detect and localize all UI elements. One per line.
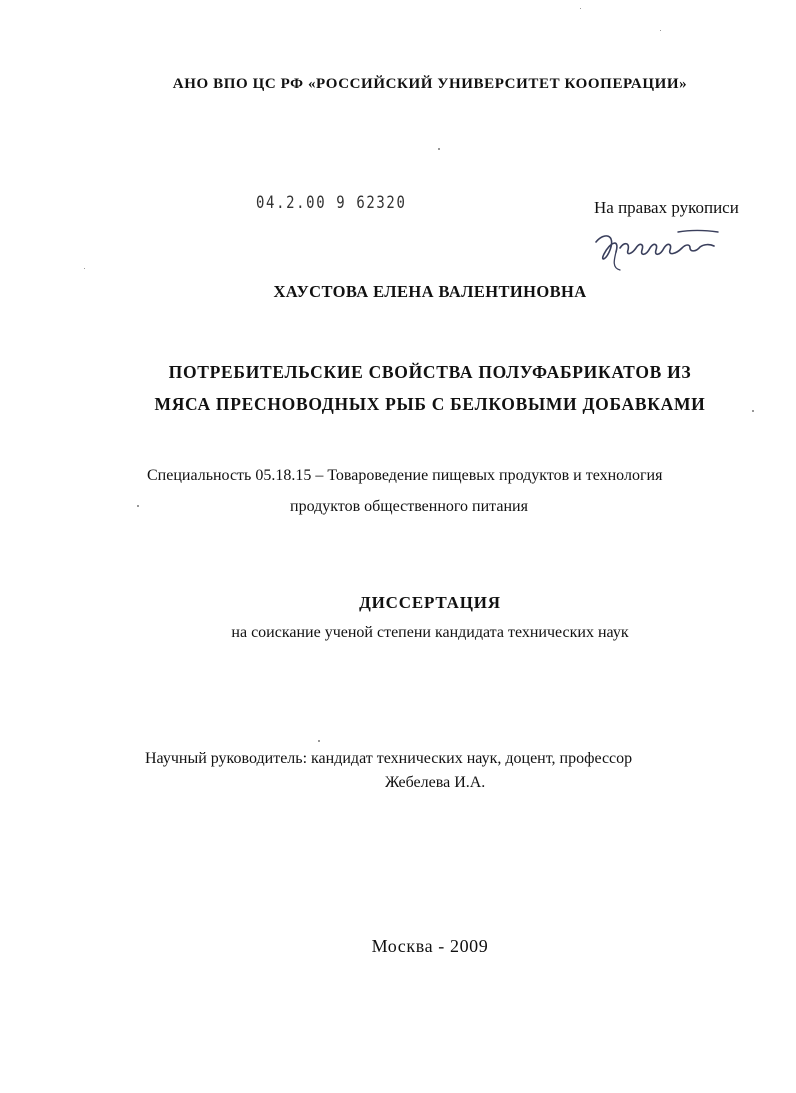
supervisor-line-1: Научный руководитель: кандидат технических наук, доцент, профессор bbox=[145, 750, 633, 767]
author-signature bbox=[586, 220, 726, 280]
document-type: ДИССЕРТАЦИЯ bbox=[359, 593, 501, 612]
scan-speck bbox=[84, 268, 85, 269]
registration-code: 04.2.00 9 62320 bbox=[256, 193, 407, 213]
manuscript-rights-note: На правах рукописи bbox=[594, 198, 739, 217]
thesis-title-line-1: ПОТРЕБИТЕЛЬСКИЕ СВОЙСТВА ПОЛУФАБРИКАТОВ ИЗ bbox=[168, 362, 692, 382]
supervisor-name: Жебелева И.А. bbox=[385, 774, 486, 791]
degree-description: на соискание ученой степени кандидата технических наук bbox=[231, 624, 629, 641]
organization-header: АНО ВПО ЦС РФ «РОССИЙСКИЙ УНИВЕРСИТЕТ КООПЕРАЦИИ» bbox=[172, 76, 688, 92]
scan-speck bbox=[137, 505, 139, 507]
scan-speck bbox=[580, 8, 581, 9]
scan-speck bbox=[318, 740, 320, 742]
specialty-line-2: продуктов общественного питания bbox=[290, 498, 528, 515]
author-name: ХАУСТОВА ЕЛЕНА ВАЛЕНТИНОВНА bbox=[273, 282, 587, 301]
thesis-title-line-2: МЯСА ПРЕСНОВОДНЫХ РЫБ С БЕЛКОВЫМИ ДОБАВКАМИ bbox=[154, 394, 706, 414]
scan-speck bbox=[438, 148, 440, 150]
scan-speck bbox=[660, 30, 661, 31]
city-year: Москва - 2009 bbox=[371, 936, 489, 956]
specialty-line-1: Специальность 05.18.15 – Товароведение пищевых продуктов и технология bbox=[147, 467, 663, 484]
scan-speck bbox=[752, 410, 754, 412]
